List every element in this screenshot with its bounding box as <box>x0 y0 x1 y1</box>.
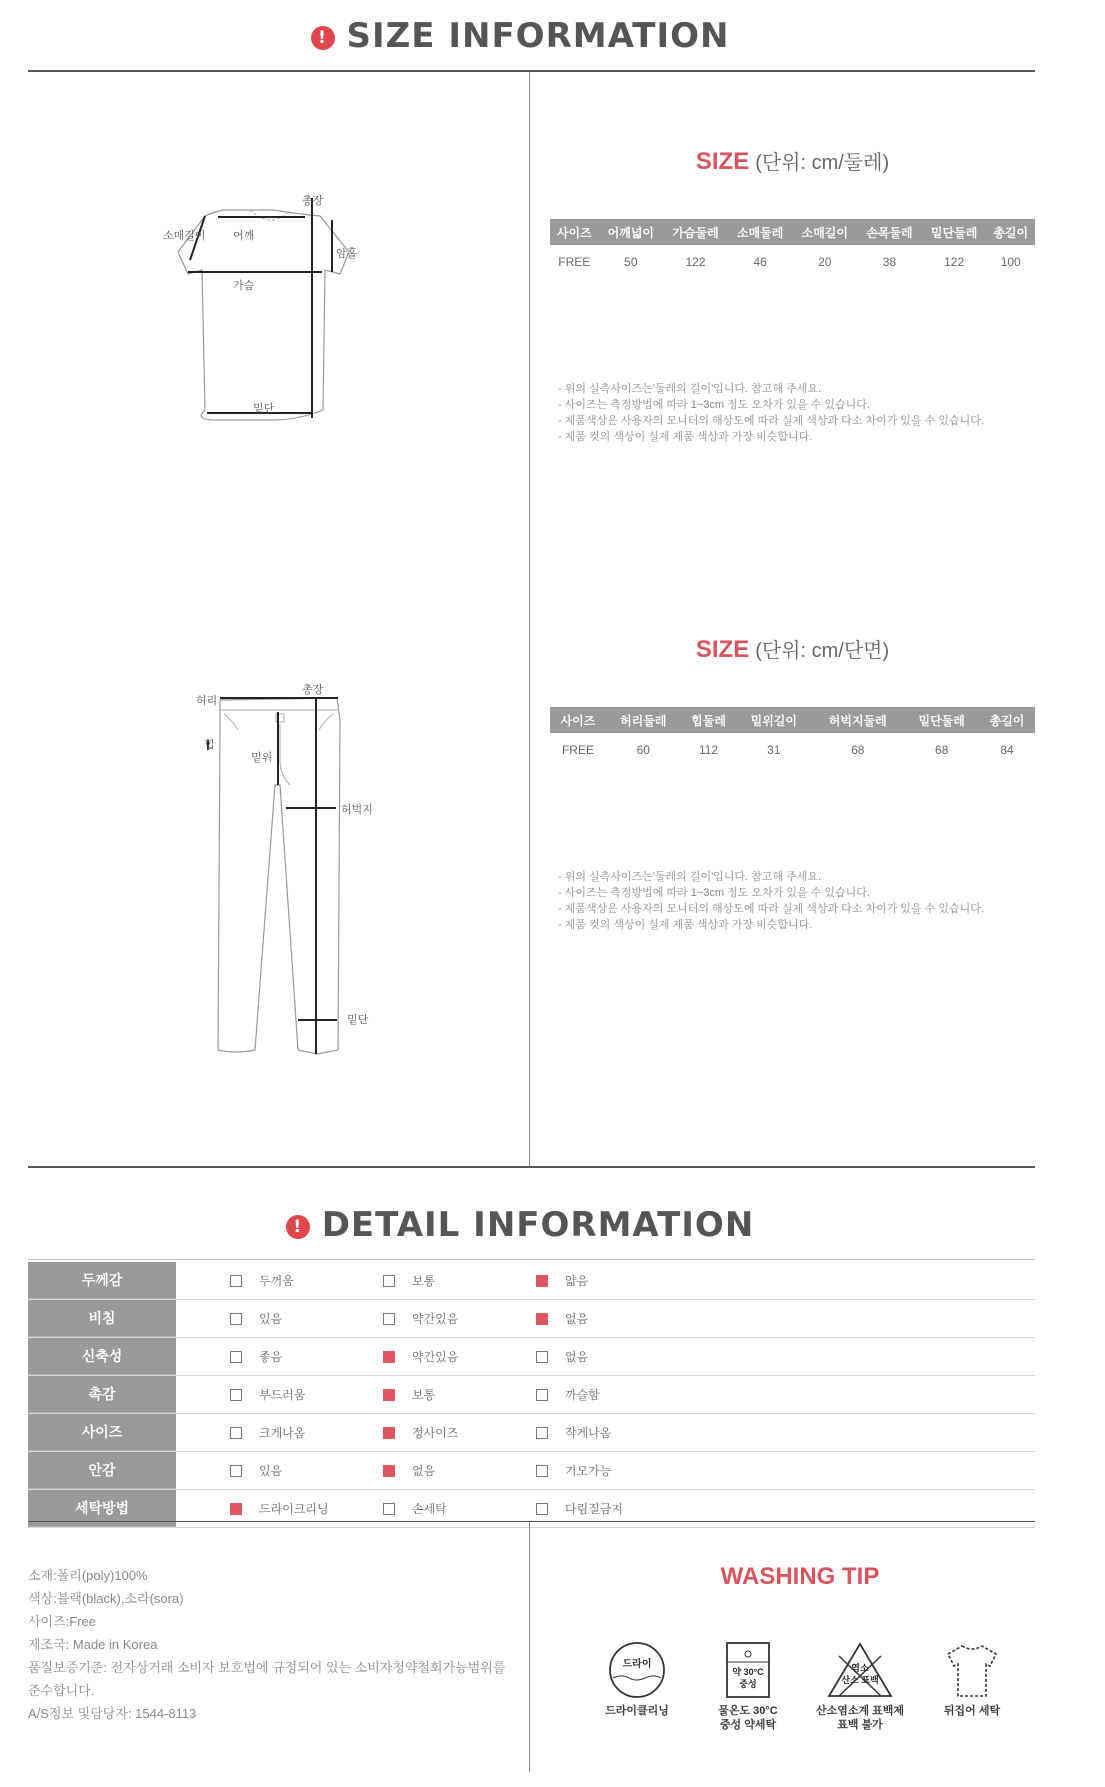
alert-icon: ! <box>286 1215 310 1239</box>
label-thigh: 허벅지 <box>341 804 373 816</box>
checkbox[interactable] <box>230 1351 242 1363</box>
label-shoulder: 어깨 <box>233 230 255 242</box>
option[interactable]: 두꺼움 <box>230 1262 294 1299</box>
table-row: FREE 60 112 31 68 68 84 <box>561 743 1014 757</box>
top-size-title: SIZE (단위: cm/둘레) <box>695 148 890 175</box>
checkbox[interactable] <box>536 1313 548 1325</box>
checkbox[interactable] <box>383 1351 395 1363</box>
table-row: FREE 50 122 46 20 38 122 100 <box>558 255 1021 269</box>
label-chest: 가슴 <box>233 280 255 292</box>
pants-size-notes: - 위의 실측사이즈는'둘레의 길이'입니다. 참고해 주세요. - 사이즈는 측정방법에 따라 1~3cm 정도 오차가 있을 수 있습니다. - 제품색상은 사용자의 모니터의 해상도에 따라 실제 색상과 다소 차이가 있을 수 있습니다. - 제품 컷의 색상이 실제 제품 색상과 가장 비슷합니다. <box>558 871 984 931</box>
checkbox[interactable] <box>230 1389 242 1401</box>
alert-icon: ! <box>311 26 335 50</box>
option[interactable]: 부드러움 <box>230 1376 305 1413</box>
top-size-table <box>550 219 1035 279</box>
checkbox[interactable] <box>230 1275 242 1287</box>
size-section-title: ! SIZE INFORMATION <box>0 16 1040 56</box>
option[interactable]: 까슬함 <box>536 1376 600 1413</box>
option[interactable]: 정사이즈 <box>383 1414 458 1451</box>
detail-row-sheerness: 비침 있음 약간있음 없음 <box>28 1300 1035 1338</box>
label-hip: 힙 <box>204 739 215 751</box>
inside-out-icon: 뒤집어 세탁 <box>917 1640 1027 1718</box>
checkbox[interactable] <box>383 1313 395 1325</box>
top-size-notes: - 위의 실측사이즈는'둘레의 길이'입니다. 참고해 주세요. - 사이즈는 측정방법에 따라 1~3cm 정도 오차가 있을 수 있습니다. - 제품색상은 사용자의 모니터의 해상도에 따라 실제 색상과 다소 차이가 있을 수 있습니다. - 제품 컷의 색상이 실제 제품 색상과 가장 비슷합니다. <box>558 383 984 443</box>
option[interactable]: 손세탁 <box>383 1490 447 1527</box>
detail-section-title: ! DETAIL INFORMATION <box>0 1205 1040 1245</box>
no-bleach-icon: 염소 산소 표백 산소염소계 표백제 표백 불가 <box>805 1640 915 1732</box>
checkbox[interactable] <box>383 1465 395 1477</box>
detail-row-texture: 촉감 부드러움 보통 까슬함 <box>28 1376 1035 1414</box>
checkbox[interactable] <box>536 1503 548 1515</box>
checkbox[interactable] <box>536 1465 548 1477</box>
detail-row-stretch: 신축성 좋음 약간있음 없음 <box>28 1338 1035 1376</box>
option[interactable]: 다림질금지 <box>536 1490 623 1527</box>
dry-clean-icon: 드라이 드라이클리닝 <box>582 1640 692 1718</box>
label-pants-hem: 밑단 <box>347 1014 369 1026</box>
product-info: 소재:폴리(poly)100% 색상:블랙(black),소라(sora) 사이즈:Free 제조국: Made in Korea 품질보증기준: 전자상거래 소비자 보호법에 규정되어 있는 소비자청약철회가능범위를 준수합니다. A/S정보 및담당자: 1544-8113 <box>28 1568 506 1721</box>
label-pants-length: 총장 <box>302 684 324 696</box>
option[interactable]: 기모가능 <box>536 1452 611 1489</box>
option[interactable]: 약간있음 <box>383 1300 458 1337</box>
checkbox[interactable] <box>230 1503 242 1515</box>
option[interactable]: 크게나옴 <box>230 1414 305 1451</box>
checkbox[interactable] <box>383 1427 395 1439</box>
label-sleeve: 소매길이 <box>163 230 206 242</box>
checkbox[interactable] <box>230 1427 242 1439</box>
checkbox[interactable] <box>536 1275 548 1287</box>
option[interactable]: 없음 <box>536 1338 588 1375</box>
option[interactable]: 드라이크리닝 <box>230 1490 329 1527</box>
label-waist: 허리 <box>196 695 218 707</box>
checkbox[interactable] <box>230 1465 242 1477</box>
table-header-row: 사이즈 어깨넓이 가슴둘레 소매둘레 소매길이 손목둘레 밑단둘레 총길이 <box>550 219 1035 245</box>
pants-size-table <box>550 707 1035 767</box>
divider <box>28 1521 1035 1522</box>
checkbox[interactable] <box>230 1313 242 1325</box>
vertical-divider <box>529 1522 530 1772</box>
detail-row-thickness: 두께감 두꺼움 보통 얇음 <box>28 1262 1035 1300</box>
option[interactable]: 없음 <box>383 1452 435 1489</box>
checkbox[interactable] <box>536 1427 548 1439</box>
label-length: 총장 <box>302 195 324 207</box>
vertical-divider <box>529 72 530 1166</box>
label-rise: 밑위 <box>251 752 273 764</box>
label-armhole: 암홀 <box>336 248 358 260</box>
option[interactable]: 좋음 <box>230 1338 282 1375</box>
option[interactable]: 얇음 <box>536 1262 588 1299</box>
option[interactable]: 작게나옴 <box>536 1414 611 1451</box>
option[interactable]: 약간있음 <box>383 1338 458 1375</box>
checkbox[interactable] <box>383 1503 395 1515</box>
option[interactable]: 있음 <box>230 1300 282 1337</box>
detail-row-washing-method: 세탁방법 드라이크리닝 손세탁 다림질금지 <box>28 1490 1035 1528</box>
option[interactable]: 있음 <box>230 1452 282 1489</box>
checkbox[interactable] <box>536 1351 548 1363</box>
detail-table <box>28 1262 1035 1528</box>
option[interactable]: 없음 <box>536 1300 588 1337</box>
option[interactable]: 보통 <box>383 1262 435 1299</box>
detail-row-lining: 안감 있음 없음 기모가능 <box>28 1452 1035 1490</box>
label-hem: 밑단 <box>253 403 275 415</box>
detail-row-fit: 사이즈 크게나옴 정사이즈 작게나옴 <box>28 1414 1035 1452</box>
pants-diagram <box>200 690 380 1060</box>
option[interactable]: 보통 <box>383 1376 435 1413</box>
washing-tip-title: WASHING TIP <box>720 1563 880 1590</box>
table-header-row: 사이즈 허리둘레 힙둘레 밑위길이 허벅지둘레 밑단둘레 총길이 <box>550 707 1035 733</box>
divider <box>28 70 1035 72</box>
checkbox[interactable] <box>383 1275 395 1287</box>
pants-size-title: SIZE (단위: cm/단면) <box>695 636 890 663</box>
water-temp-icon: 약 30°C 중성 물온도 30°C 중성 약세탁 <box>693 1640 803 1732</box>
divider <box>28 1166 1035 1168</box>
checkbox[interactable] <box>383 1389 395 1401</box>
divider <box>28 1259 1035 1260</box>
checkbox[interactable] <box>536 1389 548 1401</box>
